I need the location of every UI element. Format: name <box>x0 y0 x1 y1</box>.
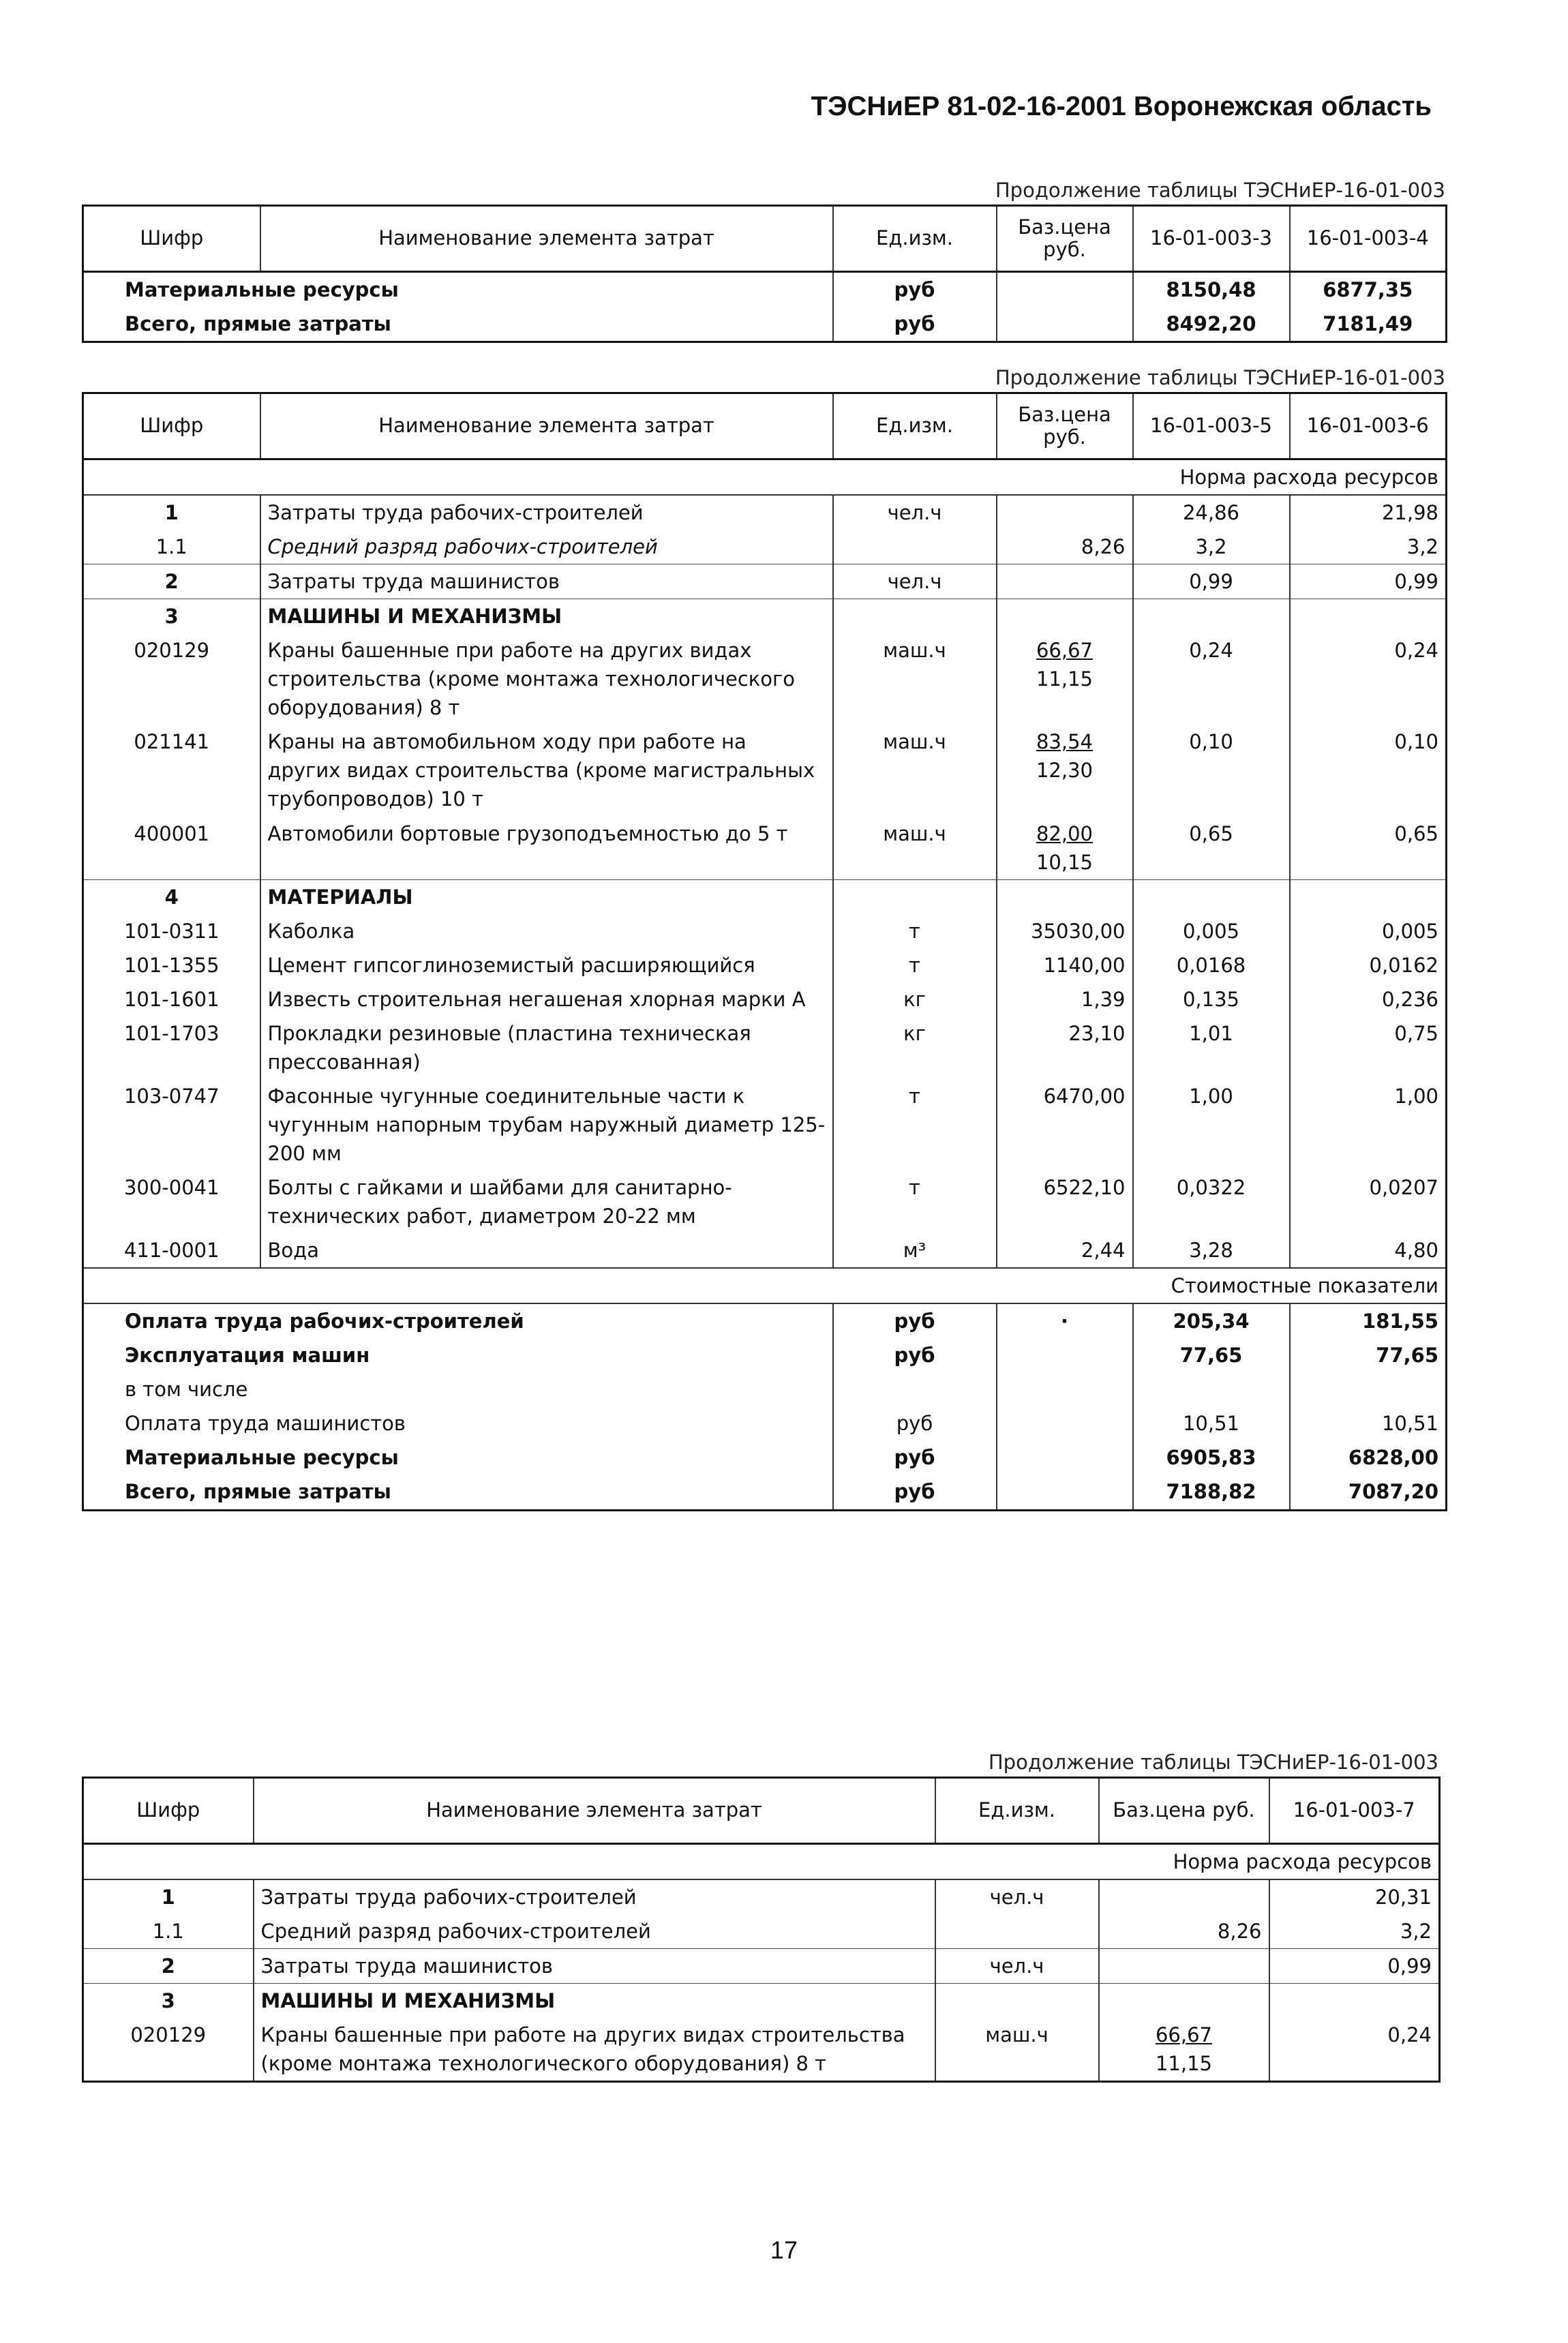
table-row <box>83 1914 1440 1949</box>
row-name: Эксплуатация машин <box>83 1338 833 1372</box>
row-name: Краны башенные при работе на других видах строительства (кроме монтажа технологического оборудования) 8 т <box>254 2018 935 2082</box>
row-price: 35030,00 <box>997 914 1133 948</box>
row-price <box>997 1440 1133 1475</box>
cost-label-row <box>83 1268 1447 1303</box>
row-code: 1 <box>83 1879 254 1914</box>
table-row <box>83 1475 1447 1510</box>
row-name: Болты с гайками и шайбами для санитарно-технических работ, диаметром 20-22 мм <box>260 1170 833 1233</box>
row-price <box>1099 2018 1269 2082</box>
row-unit: руб <box>833 307 997 342</box>
row-v2: 0,65 <box>1290 817 1447 880</box>
row-code: 1 <box>83 495 260 530</box>
table-row <box>83 948 1447 982</box>
row-unit <box>833 1372 997 1406</box>
col-name-header: Наименование элемента затрат <box>260 206 833 272</box>
row-code: 400001 <box>83 817 260 880</box>
row-v1: 1,01 <box>1133 1016 1290 1079</box>
table-row <box>83 1338 1447 1372</box>
row-v1: 0,99 <box>1133 564 1290 599</box>
row-v1: 0,99 <box>1269 1949 1440 1984</box>
col-unit-header: Ед.изм. <box>833 206 997 272</box>
row-price <box>997 564 1133 599</box>
row-name: Затраты труда машинистов <box>260 564 833 599</box>
col-c2-header: 16-01-003-4 <box>1290 206 1447 272</box>
row-v1: 0,0168 <box>1133 948 1290 982</box>
row-name: Автомобили бортовые грузоподъемностью до 5 т <box>260 817 833 880</box>
row-unit: т <box>833 1079 997 1170</box>
row-name: Всего, прямые затраты <box>83 307 833 342</box>
row-code: 2 <box>83 1949 254 1984</box>
row-code: 300-0041 <box>83 1170 260 1233</box>
row-code: 103-0747 <box>83 1079 260 1170</box>
col-price-header: Баз.цена руб. <box>1099 1778 1269 1844</box>
row-v1: 24,86 <box>1133 495 1290 530</box>
row-v2: 6828,00 <box>1290 1440 1447 1475</box>
row-v2: 10,51 <box>1290 1406 1447 1440</box>
row-v2: 0,005 <box>1290 914 1447 948</box>
row-v2: 1,00 <box>1290 1079 1447 1170</box>
norm-label: Норма расхода ресурсов <box>83 1844 1440 1880</box>
table3-caption: Продолжение таблицы ТЭСНиЕР-16-01-003 <box>988 1751 1438 1774</box>
row-name: Затраты труда рабочих-строителей <box>260 495 833 530</box>
row-unit: маш.ч <box>935 2018 1099 2082</box>
row-v1: 205,34 <box>1133 1303 1290 1338</box>
col-unit-header: Ед.изм. <box>935 1778 1099 1844</box>
row-unit: м³ <box>833 1233 997 1268</box>
row-price: 1140,00 <box>997 948 1133 982</box>
table-row <box>83 2018 1440 2082</box>
col-price-header: Баз.цена руб. <box>997 393 1133 459</box>
row-name: Всего, прямые затраты <box>83 1475 833 1510</box>
table-row <box>83 1949 1440 1984</box>
price-machine: 83,54 <box>1036 730 1094 754</box>
table-row <box>83 530 1447 564</box>
row-name: Цемент гипсоглиноземистый расширяющийся <box>260 948 833 982</box>
table-row <box>83 1079 1447 1170</box>
row-code: 411-0001 <box>83 1233 260 1268</box>
row-price <box>997 1406 1133 1440</box>
row-unit: маш.ч <box>833 725 997 816</box>
col-c1-header: 16-01-003-3 <box>1133 206 1290 272</box>
row-v1: 10,51 <box>1133 1406 1290 1440</box>
row-price: · <box>997 1303 1133 1338</box>
row-code: 1.1 <box>83 530 260 564</box>
row-code: 020129 <box>83 633 260 725</box>
row-name: Материальные ресурсы <box>83 1440 833 1475</box>
row-v1: 8150,48 <box>1133 272 1290 307</box>
section-row <box>83 879 1447 914</box>
row-v1: 3,2 <box>1269 1914 1440 1949</box>
table-row <box>83 1440 1447 1475</box>
row-code: 2 <box>83 564 260 599</box>
norm-row <box>83 1844 1440 1880</box>
row-price <box>997 1372 1133 1406</box>
row-unit: чел.ч <box>935 1949 1099 1984</box>
table-row <box>83 725 1447 816</box>
row-code: 101-0311 <box>83 914 260 948</box>
row-v2: 0,75 <box>1290 1016 1447 1079</box>
row-unit: чел.ч <box>935 1879 1099 1914</box>
row-price <box>997 495 1133 530</box>
row-price: 6522,10 <box>997 1170 1133 1233</box>
row-name: Каболка <box>260 914 833 948</box>
col-name-header: Наименование элемента затрат <box>260 393 833 459</box>
table-row <box>83 1016 1447 1079</box>
row-code: 021141 <box>83 725 260 816</box>
row-v2: 0,99 <box>1290 564 1447 599</box>
section-title: МАШИНЫ И МЕХАНИЗМЫ <box>254 1984 935 2019</box>
row-price: 2,44 <box>997 1233 1133 1268</box>
table-row <box>83 1303 1447 1338</box>
row-v2: 0,236 <box>1290 982 1447 1016</box>
row-code: 1.1 <box>83 1914 254 1949</box>
norm-row <box>83 459 1447 496</box>
section-row <box>83 1984 1440 2019</box>
row-price <box>997 272 1133 307</box>
col-unit-header: Ед.изм. <box>833 393 997 459</box>
row-v1: 7188,82 <box>1133 1475 1290 1510</box>
price-operator: 10,15 <box>1036 850 1094 874</box>
row-name: Вода <box>260 1233 833 1268</box>
col-code-header: Шифр <box>83 206 260 272</box>
row-price: 8,26 <box>1099 1914 1269 1949</box>
row-unit <box>935 1914 1099 1949</box>
row-code: 101-1703 <box>83 1016 260 1079</box>
row-v1: 0,65 <box>1133 817 1290 880</box>
col-price-header: Баз.цена руб. <box>997 206 1133 272</box>
price-machine: 66,67 <box>1155 2023 1213 2047</box>
row-price <box>997 633 1133 725</box>
row-unit: руб <box>833 272 997 307</box>
section-title: МАШИНЫ И МЕХАНИЗМЫ <box>260 599 833 634</box>
row-v1: 0,005 <box>1133 914 1290 948</box>
page-number: 17 <box>770 2236 798 2264</box>
row-v1: 0,10 <box>1133 725 1290 816</box>
row-v1: 20,31 <box>1269 1879 1440 1914</box>
page-header: ТЭСНиЕР 81-02-16-2001 Воронежская область <box>811 91 1432 121</box>
row-price <box>997 725 1133 816</box>
row-unit: кг <box>833 1016 997 1079</box>
row-unit: т <box>833 914 997 948</box>
row-v1: 3,28 <box>1133 1233 1290 1268</box>
price-operator: 12,30 <box>1036 759 1094 783</box>
table-row <box>83 817 1447 880</box>
row-name: в том числе <box>83 1372 833 1406</box>
table1 <box>82 205 1447 343</box>
col-c2-header: 16-01-003-6 <box>1290 393 1447 459</box>
row-name: Краны на автомобильном ходу при работе на других видах строительства (кроме магистральных трубопроводов) 10 т <box>260 725 833 816</box>
row-v1 <box>1133 1372 1290 1406</box>
row-v2: 7087,20 <box>1290 1475 1447 1510</box>
row-code: 101-1355 <box>83 948 260 982</box>
price-machine: 66,67 <box>1036 639 1094 663</box>
section-title: МАТЕРИАЛЫ <box>260 879 833 914</box>
row-v2: 6877,35 <box>1290 272 1447 307</box>
row-v2: 0,0162 <box>1290 948 1447 982</box>
col-code-header: Шифр <box>83 1778 254 1844</box>
row-v1: 0,135 <box>1133 982 1290 1016</box>
row-unit: чел.ч <box>833 495 997 530</box>
row-v2: 4,80 <box>1290 1233 1447 1268</box>
table-row <box>83 1372 1447 1406</box>
row-price: 23,10 <box>997 1016 1133 1079</box>
col-c1-header: 16-01-003-5 <box>1133 393 1290 459</box>
row-name: Материальные ресурсы <box>83 272 833 307</box>
row-unit: кг <box>833 982 997 1016</box>
row-v2: 3,2 <box>1290 530 1447 564</box>
table1-caption: Продолжение таблицы ТЭСНиЕР-16-01-003 <box>995 179 1445 202</box>
row-unit: чел.ч <box>833 564 997 599</box>
table-row <box>83 1406 1447 1440</box>
row-v2: 0,24 <box>1290 633 1447 725</box>
row-name: Прокладки резиновые (пластина техническая прессованная) <box>260 1016 833 1079</box>
table-row <box>83 914 1447 948</box>
row-price: 8,26 <box>997 530 1133 564</box>
table2-header-row <box>83 393 1447 459</box>
price-operator: 11,15 <box>1036 667 1094 691</box>
row-v1: 77,65 <box>1133 1338 1290 1372</box>
row-v2: 0,0207 <box>1290 1170 1447 1233</box>
row-v2: 7181,49 <box>1290 307 1447 342</box>
row-name: Средний разряд рабочих-строителей <box>260 530 833 564</box>
table-row <box>83 633 1447 725</box>
price-operator: 11,15 <box>1155 2052 1213 2076</box>
row-code: 4 <box>83 879 260 914</box>
row-price <box>1099 1879 1269 1914</box>
section-row <box>83 599 1447 634</box>
table-row <box>83 564 1447 599</box>
row-unit: т <box>833 1170 997 1233</box>
row-name: Оплата труда рабочих-строителей <box>83 1303 833 1338</box>
row-unit: руб <box>833 1440 997 1475</box>
row-v1: 1,00 <box>1133 1079 1290 1170</box>
row-name: Оплата труда машинистов <box>83 1406 833 1440</box>
norm-label: Норма расхода ресурсов <box>83 459 1447 496</box>
row-v2: 77,65 <box>1290 1338 1447 1372</box>
table-row <box>83 1170 1447 1233</box>
row-v1: 3,2 <box>1133 530 1290 564</box>
row-v2: 0,10 <box>1290 725 1447 816</box>
row-name: Затраты труда машинистов <box>254 1949 935 1984</box>
table3 <box>82 1777 1441 2083</box>
row-unit: т <box>833 948 997 982</box>
row-price <box>997 817 1133 880</box>
row-name: Известь строительная негашеная хлорная марки А <box>260 982 833 1016</box>
table-row <box>83 272 1447 307</box>
row-name: Фасонные чугунные соединительные части к чугунным напорным трубам наружный диаметр 125-200 мм <box>260 1079 833 1170</box>
row-code: 3 <box>83 1984 254 2019</box>
row-price <box>997 1338 1133 1372</box>
row-v1: 0,24 <box>1133 633 1290 725</box>
price-machine: 82,00 <box>1036 821 1094 845</box>
row-v1: 0,24 <box>1269 2018 1440 2082</box>
row-unit: руб <box>833 1303 997 1338</box>
row-code: 101-1601 <box>83 982 260 1016</box>
table-row <box>83 495 1447 530</box>
row-price: 6470,00 <box>997 1079 1133 1170</box>
row-unit: руб <box>833 1338 997 1372</box>
row-unit: маш.ч <box>833 817 997 880</box>
table1-header-row <box>83 206 1447 272</box>
row-v1: 0,0322 <box>1133 1170 1290 1233</box>
table-row <box>83 1233 1447 1268</box>
row-v2: 21,98 <box>1290 495 1447 530</box>
col-code-header: Шифр <box>83 393 260 459</box>
table-row <box>83 307 1447 342</box>
row-price: 1,39 <box>997 982 1133 1016</box>
row-price <box>997 307 1133 342</box>
table3-header-row <box>83 1778 1440 1844</box>
row-v2 <box>1290 1372 1447 1406</box>
row-unit: руб <box>833 1406 997 1440</box>
row-v2: 181,55 <box>1290 1303 1447 1338</box>
row-name: Средний разряд рабочих-строителей <box>254 1914 935 1949</box>
row-price <box>1099 1949 1269 1984</box>
row-name: Краны башенные при работе на других видах строительства (кроме монтажа технологического оборудования) 8 т <box>260 633 833 725</box>
col-c1-header: 16-01-003-7 <box>1269 1778 1440 1844</box>
row-name: Затраты труда рабочих-строителей <box>254 1879 935 1914</box>
row-v1: 6905,83 <box>1133 1440 1290 1475</box>
row-v1: 8492,20 <box>1133 307 1290 342</box>
row-price <box>997 1475 1133 1510</box>
row-unit: маш.ч <box>833 633 997 725</box>
table2-caption: Продолжение таблицы ТЭСНиЕР-16-01-003 <box>995 366 1445 389</box>
row-code: 020129 <box>83 2018 254 2082</box>
col-name-header: Наименование элемента затрат <box>254 1778 935 1844</box>
table2 <box>82 392 1447 1511</box>
row-code: 3 <box>83 599 260 634</box>
row-unit: руб <box>833 1475 997 1510</box>
table-row <box>83 982 1447 1016</box>
table-row <box>83 1879 1440 1914</box>
row-unit <box>833 530 997 564</box>
cost-label: Стоимостные показатели <box>83 1268 1447 1303</box>
